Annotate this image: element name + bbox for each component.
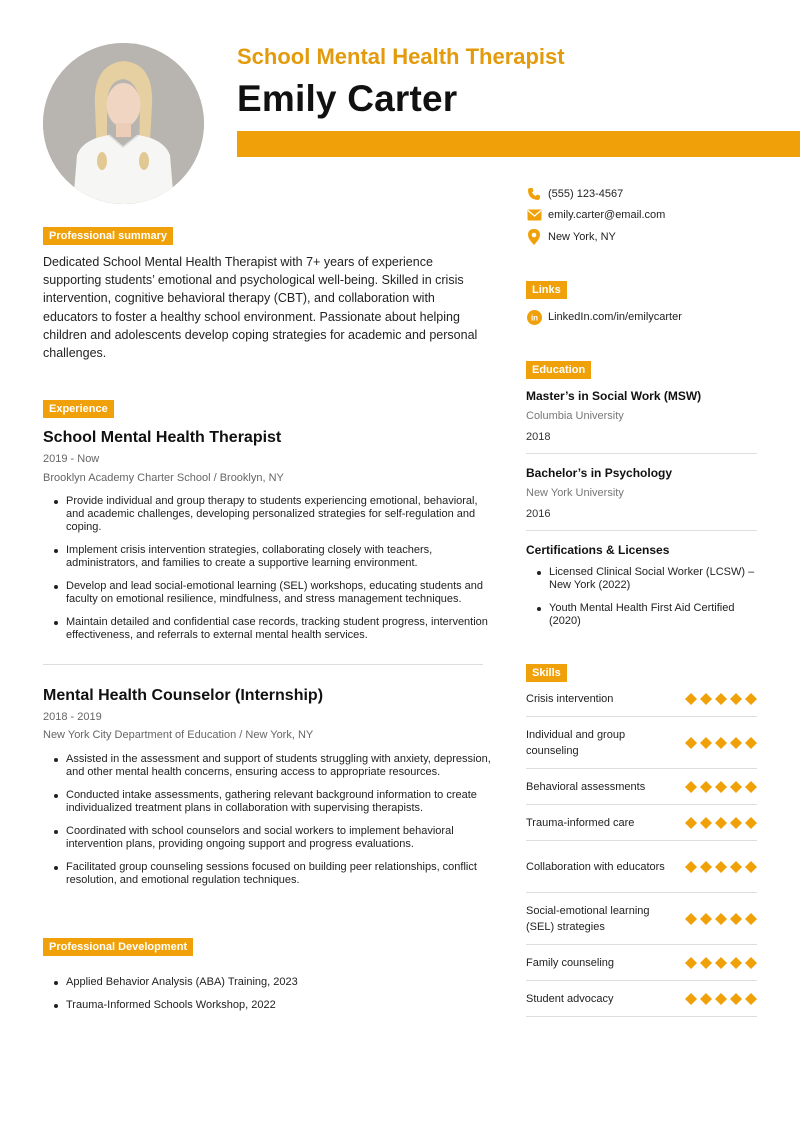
skill-rating bbox=[685, 861, 757, 873]
skill-row bbox=[526, 769, 757, 805]
link-linkedin-text[interactable]: LinkedIn.com/in/emilycarter bbox=[548, 311, 682, 323]
rating-diamond-icon bbox=[715, 913, 727, 925]
experience-bullet: Implement crisis intervention strategies, collaborating closely with teachers, administrators, and families to create a supportive learning environment. bbox=[52, 544, 497, 570]
skill-row bbox=[526, 841, 757, 893]
linkedin-icon-text: in bbox=[530, 313, 538, 322]
rating-diamond-icon bbox=[685, 737, 697, 749]
rating-diamond-icon bbox=[700, 993, 712, 1005]
link-linkedin[interactable] bbox=[526, 309, 682, 325]
certifications-list bbox=[535, 566, 760, 638]
rating-diamond-icon bbox=[700, 913, 712, 925]
rating-diamond-icon bbox=[730, 957, 742, 969]
professional-development-item: Applied Behavior Analysis (ABA) Training, 2023 bbox=[52, 976, 492, 989]
section-professional-development-badge: Professional Development bbox=[43, 938, 193, 956]
rating-diamond-icon bbox=[700, 693, 712, 705]
skill-name: Social-emotional learning (SEL) strategies bbox=[526, 904, 650, 933]
rating-diamond-icon bbox=[730, 913, 742, 925]
rating-diamond-icon bbox=[700, 781, 712, 793]
education-degree: Bachelor’s in Psychology bbox=[526, 466, 673, 480]
experience-bullet: Provide individual and group therapy to students experiencing emotional, behavioral, and academic challenges, developing personalized strategies for self-regulation and coping. bbox=[52, 495, 497, 534]
skill-name: Individual and group counseling bbox=[526, 728, 626, 757]
experience-bullets bbox=[52, 495, 497, 652]
rating-diamond-icon bbox=[700, 957, 712, 969]
rating-diamond-icon bbox=[745, 957, 757, 969]
experience-bullet: Assisted in the assessment and support of students struggling with anxiety, depression, and other mental health concerns, ensuring access to appropriate resources. bbox=[52, 753, 497, 779]
education-school: New York University bbox=[526, 487, 624, 499]
section-experience-badge: Experience bbox=[43, 400, 114, 418]
skill-rating bbox=[685, 957, 757, 969]
experience-dates: 2019 - Now bbox=[43, 453, 100, 465]
experience-job-title: School Mental Health Therapist bbox=[43, 429, 282, 446]
summary-text: Dedicated School Mental Health Therapist with 7+ years of experience supporting students’ emotional and psychological well-being. Skilled in crisis intervention, cognitive behavioral therapy (CBT), and collaboration with educators to foster a healthy school environment. Passionate about helping children and adolescents develop coping strategies for academic and personal challenges. bbox=[43, 255, 478, 361]
rating-diamond-icon bbox=[745, 993, 757, 1005]
certification-item: Youth Mental Health First Aid Certified (2020) bbox=[535, 602, 760, 628]
rating-diamond-icon bbox=[745, 861, 757, 873]
experience-divider bbox=[43, 664, 483, 665]
certification-item: Licensed Clinical Social Worker (LCSW) – New York (2022) bbox=[535, 566, 760, 592]
skill-rating bbox=[685, 817, 757, 829]
skill-name: Trauma-informed care bbox=[526, 816, 635, 829]
section-education-badge: Education bbox=[526, 361, 591, 379]
education-divider bbox=[526, 453, 757, 454]
skills-list bbox=[526, 681, 757, 1017]
experience-bullet: Facilitated group counseling sessions focused on building peer relationships, conflict resolution, and emotional regulation techniques. bbox=[52, 861, 497, 887]
skill-rating bbox=[685, 781, 757, 793]
experience-organization: Brooklyn Academy Charter School / Brooklyn, NY bbox=[43, 472, 284, 484]
education-year: 2018 bbox=[526, 431, 551, 443]
rating-diamond-icon bbox=[715, 693, 727, 705]
skill-row bbox=[526, 805, 757, 841]
contact-email bbox=[526, 207, 665, 223]
skill-row bbox=[526, 717, 757, 769]
rating-diamond-icon bbox=[730, 861, 742, 873]
skill-name: Crisis intervention bbox=[526, 692, 614, 705]
education-year: 2016 bbox=[526, 508, 551, 520]
section-summary-badge: Professional summary bbox=[43, 227, 173, 245]
rating-diamond-icon bbox=[715, 737, 727, 749]
contact-phone-text: (555) 123-4567 bbox=[548, 188, 624, 200]
skill-name: Family counseling bbox=[526, 956, 615, 969]
skill-rating bbox=[685, 993, 757, 1005]
contact-phone bbox=[526, 186, 623, 202]
rating-diamond-icon bbox=[715, 993, 727, 1005]
header-job-title: School Mental Health Therapist bbox=[237, 44, 565, 69]
rating-diamond-icon bbox=[715, 957, 727, 969]
skill-row bbox=[526, 981, 757, 1017]
rating-diamond-icon bbox=[745, 781, 757, 793]
rating-diamond-icon bbox=[685, 817, 697, 829]
skill-rating bbox=[685, 737, 757, 749]
section-links-badge: Links bbox=[526, 281, 567, 299]
rating-diamond-icon bbox=[730, 993, 742, 1005]
contact-location-text: New York, NY bbox=[548, 231, 616, 243]
rating-diamond-icon bbox=[730, 817, 742, 829]
rating-diamond-icon bbox=[700, 817, 712, 829]
rating-diamond-icon bbox=[715, 781, 727, 793]
skill-rating bbox=[685, 913, 757, 925]
rating-diamond-icon bbox=[685, 861, 697, 873]
experience-bullet: Develop and lead social-emotional learning (SEL) workshops, educating students and faculty on emotional resilience, mindfulness, and stress management techniques. bbox=[52, 580, 497, 606]
linkedin-icon bbox=[526, 309, 542, 325]
education-divider bbox=[526, 530, 757, 531]
profile-photo bbox=[43, 43, 204, 204]
rating-diamond-icon bbox=[685, 913, 697, 925]
education-school: Columbia University bbox=[526, 410, 624, 422]
rating-diamond-icon bbox=[745, 693, 757, 705]
email-icon bbox=[526, 207, 542, 223]
section-skills-badge: Skills bbox=[526, 664, 567, 682]
rating-diamond-icon bbox=[715, 861, 727, 873]
experience-organization: New York City Department of Education / New York, NY bbox=[43, 729, 314, 741]
rating-diamond-icon bbox=[745, 737, 757, 749]
rating-diamond-icon bbox=[730, 737, 742, 749]
certifications-heading: Certifications & Licenses bbox=[526, 543, 670, 557]
rating-diamond-icon bbox=[730, 781, 742, 793]
skill-row bbox=[526, 681, 757, 717]
phone-icon bbox=[526, 186, 542, 202]
rating-diamond-icon bbox=[730, 693, 742, 705]
professional-development-list bbox=[52, 976, 492, 1022]
rating-diamond-icon bbox=[685, 957, 697, 969]
experience-bullet: Conducted intake assessments, gathering relevant background information to create individualized treatment plans in collaboration with supervising therapists. bbox=[52, 789, 497, 815]
rating-diamond-icon bbox=[745, 913, 757, 925]
rating-diamond-icon bbox=[685, 781, 697, 793]
skill-name: Behavioral assessments bbox=[526, 780, 646, 793]
rating-diamond-icon bbox=[685, 693, 697, 705]
contact-location bbox=[526, 229, 616, 245]
experience-bullets bbox=[52, 753, 497, 897]
profile-photo-illustration bbox=[43, 43, 204, 204]
experience-bullet: Coordinated with school counselors and social workers to implement behavioral intervention plans, providing ongoing support and progress evaluations. bbox=[52, 825, 497, 851]
rating-diamond-icon bbox=[700, 737, 712, 749]
experience-job-title: Mental Health Counselor (Internship) bbox=[43, 687, 324, 704]
header-name: Emily Carter bbox=[237, 78, 458, 119]
professional-development-item: Trauma-Informed Schools Workshop, 2022 bbox=[52, 999, 492, 1012]
skill-row bbox=[526, 945, 757, 981]
skill-row bbox=[526, 893, 757, 945]
experience-bullet: Maintain detailed and confidential case records, tracking student progress, intervention effectiveness, and referrals to external mental health services. bbox=[52, 616, 497, 642]
skill-rating bbox=[685, 693, 757, 705]
contact-email-text: emily.carter@email.com bbox=[548, 209, 666, 221]
rating-diamond-icon bbox=[685, 993, 697, 1005]
skill-name: Collaboration with educators bbox=[526, 860, 665, 873]
skill-name: Student advocacy bbox=[526, 992, 614, 1005]
rating-diamond-icon bbox=[715, 817, 727, 829]
experience-dates: 2018 - 2019 bbox=[43, 711, 102, 723]
location-pin-icon bbox=[526, 229, 542, 245]
rating-diamond-icon bbox=[700, 861, 712, 873]
rating-diamond-icon bbox=[745, 817, 757, 829]
header-accent-bar bbox=[237, 131, 800, 157]
education-degree: Master’s in Social Work (MSW) bbox=[526, 389, 702, 403]
